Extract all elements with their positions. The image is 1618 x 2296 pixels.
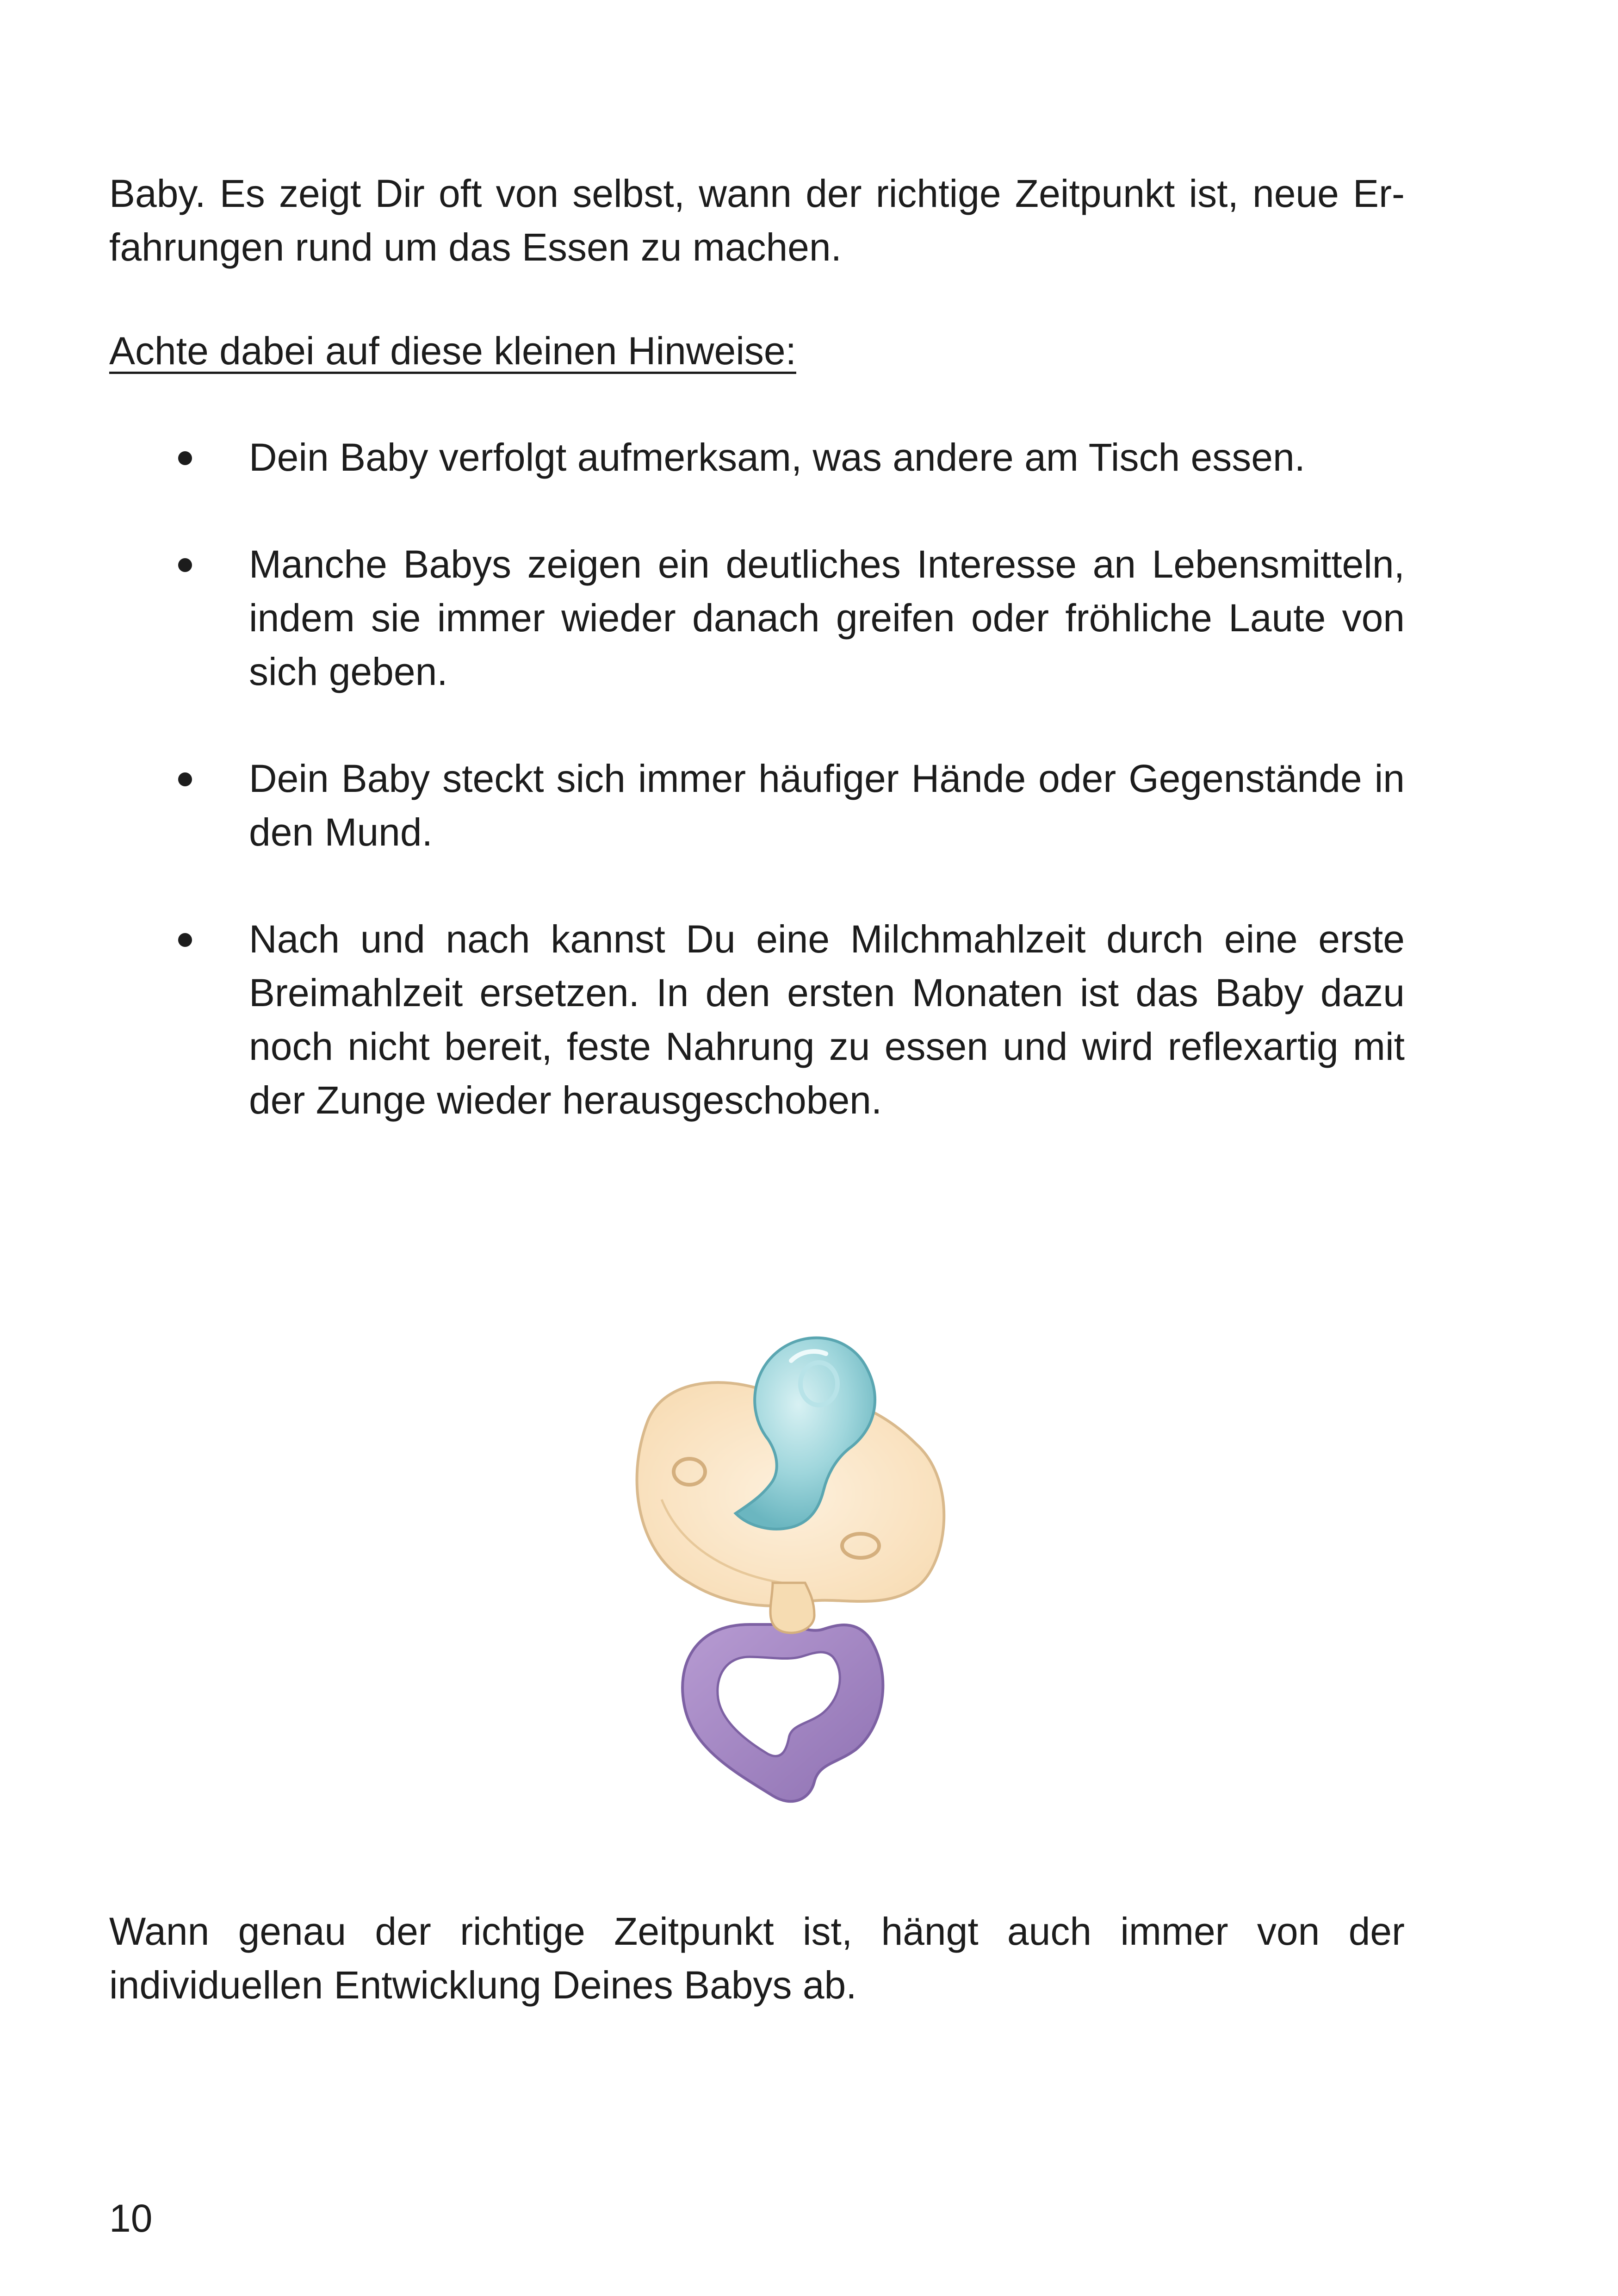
intro-paragraph: Baby. Es zeigt Dir oft von selbst, wann der richtige Zeitpunkt ist, neue Er-fahrungen rund um das Essen zu machen. — [109, 172, 1405, 269]
pacifier-ring — [682, 1624, 883, 1801]
list-item-text: Dein Baby steckt sich immer häufiger Hände oder Gegenstände in den Mund. — [249, 757, 1405, 854]
list-item — [109, 537, 1405, 698]
bullet-icon — [178, 933, 192, 947]
list-item — [109, 752, 1405, 859]
list-item — [109, 430, 1405, 484]
hints-list — [109, 430, 1405, 1180]
bullet-icon — [178, 558, 192, 572]
hints-heading: Achte dabei auf diese kleinen Hinweise: — [109, 329, 796, 373]
bullet-icon — [178, 772, 192, 786]
list-item-text: Dein Baby verfolgt aufmerksam, was andere am Tisch essen. — [249, 436, 1306, 479]
page-number: 10 — [109, 2196, 153, 2240]
bullet-icon — [178, 451, 192, 465]
list-item-text: Nach und nach kannst Du eine Milchmahlzeit durch eine erste Breimahlzeit ersetzen. In den ersten Monaten ist das Baby dazu noch nicht bereit, feste Nahrung zu essen und wird reflexartig mit der Zunge wieder herausgeschoben. — [249, 917, 1405, 1122]
pacifier-stem — [770, 1583, 814, 1633]
list-item — [109, 912, 1405, 1127]
pacifier-icon — [597, 1305, 1013, 1823]
outro-paragraph: Wann genau der richtige Zeitpunkt ist, hängt auch immer von der individuellen Entwicklung Deines Babys ab. — [109, 1910, 1405, 2007]
list-item-text: Manche Babys zeigen ein deutliches Interesse an Lebensmitteln, indem sie immer wieder danach greifen oder fröhliche Laute von sich geben. — [249, 542, 1405, 693]
